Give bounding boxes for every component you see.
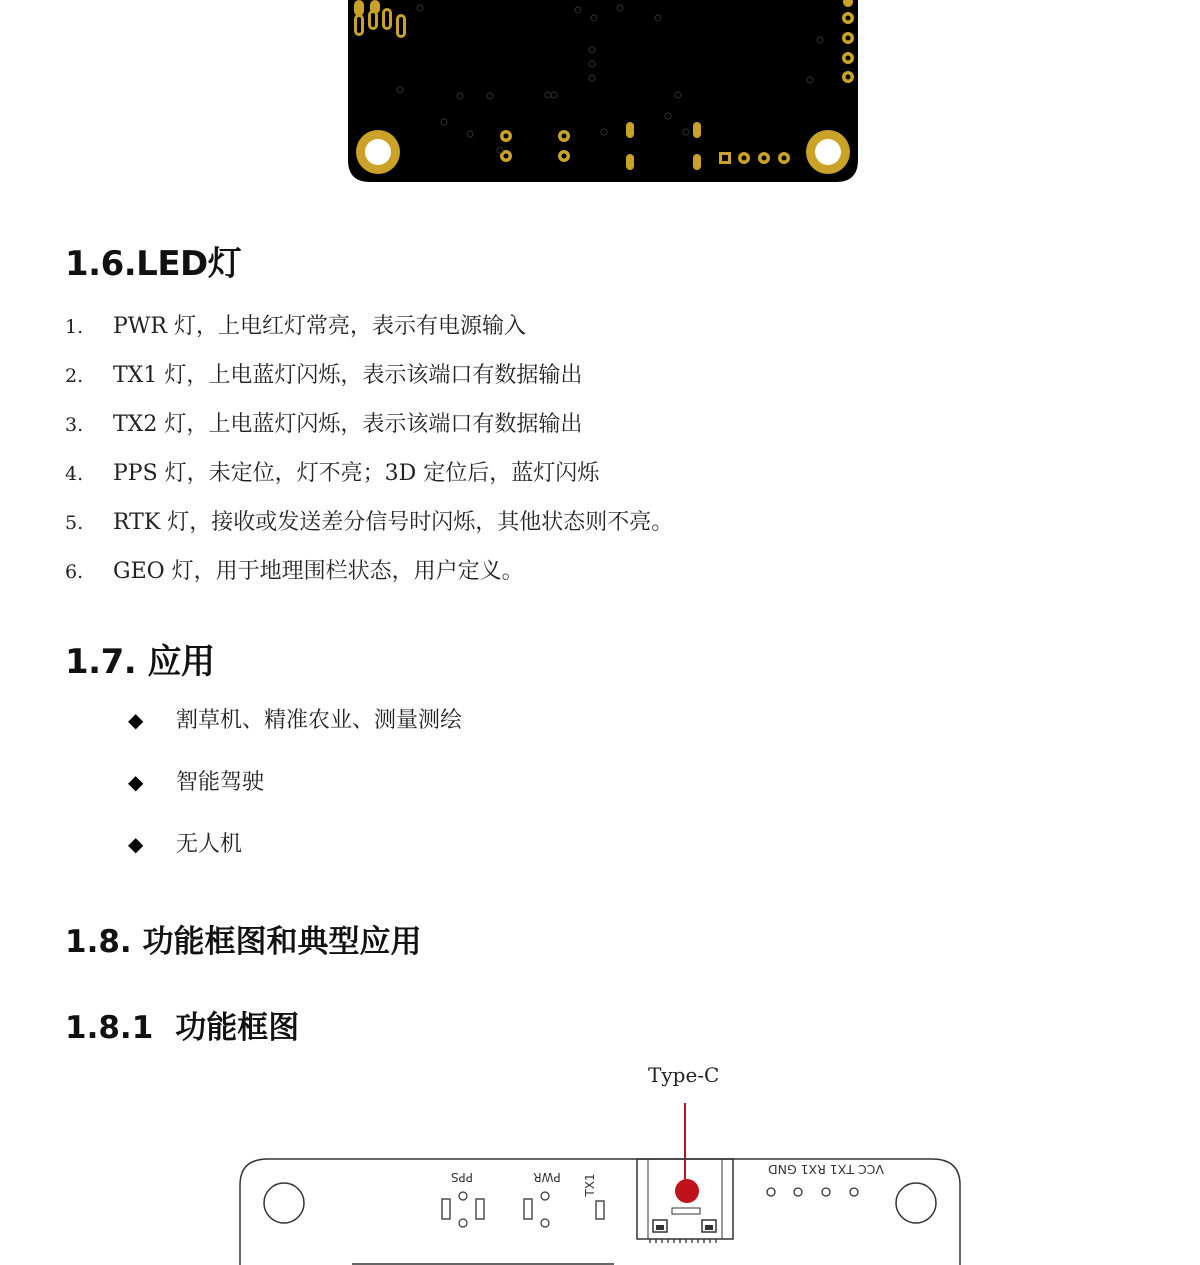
diamond-bullet-icon: ◆	[128, 832, 144, 856]
pcb-bottom-image	[340, 0, 870, 190]
section-number: 1.7.	[65, 642, 137, 682]
section-number: 1.8.1	[65, 1010, 154, 1046]
section-number: 1.6.	[65, 244, 137, 284]
section-title: 应用	[147, 642, 215, 682]
list-text: TX1 灯，上电蓝灯闪烁，表示该端口有数据输出	[113, 363, 583, 388]
section-title: 功能框图	[175, 1010, 300, 1046]
list-text: PWR 灯，上电红灯常亮，表示有电源输入	[113, 314, 526, 339]
list-text: GEO 灯，用于地理围栏状态，用户定义。	[113, 559, 524, 584]
list-item	[65, 505, 673, 536]
pwr-label: PWR	[533, 1170, 561, 1184]
list-text: PPS 灯，未定位，灯不亮；3D 定位后，蓝灯闪烁	[113, 461, 600, 486]
bullet-text: 割草机、精准农业、测量测绘	[176, 708, 463, 733]
bullet-item	[128, 703, 462, 734]
list-number: 5.	[65, 512, 84, 534]
list-item	[65, 358, 582, 389]
list-item	[65, 554, 524, 585]
list-number: 2.	[65, 365, 84, 387]
section-title: 功能框图和典型应用	[142, 924, 422, 960]
type-c-label: Type-C	[648, 1063, 720, 1087]
section-heading-led	[65, 236, 241, 285]
bullet-text: 智能驾驶	[176, 770, 265, 795]
list-number: 6.	[65, 561, 84, 583]
list-number: 1.	[65, 316, 84, 338]
list-item	[65, 309, 526, 340]
bullet-item	[128, 765, 264, 796]
bullet-item	[128, 827, 242, 858]
diamond-bullet-icon: ◆	[128, 708, 144, 732]
section-title: LED灯	[136, 244, 242, 284]
subsection-heading-diagram	[65, 1002, 299, 1047]
list-number: 4.	[65, 463, 84, 485]
list-item	[65, 407, 582, 438]
list-item	[65, 456, 599, 487]
pps-label: PPS	[450, 1170, 474, 1184]
bullet-text: 无人机	[176, 832, 243, 857]
diamond-bullet-icon: ◆	[128, 770, 144, 794]
list-text: TX2 灯，上电蓝灯闪烁，表示该端口有数据输出	[113, 412, 583, 437]
header-pin-labels: VCC TX1 RX1 GND	[768, 1162, 884, 1177]
section-heading-block	[65, 916, 422, 961]
function-block-diagram	[230, 1095, 970, 1265]
list-text: RTK 灯，接收或发送差分信号时闪烁，其他状态则不亮。	[113, 510, 674, 535]
list-number: 3.	[65, 414, 84, 436]
section-heading-app	[65, 634, 215, 683]
tx1-label: TX1	[583, 1173, 597, 1197]
section-number: 1.8.	[65, 924, 132, 960]
